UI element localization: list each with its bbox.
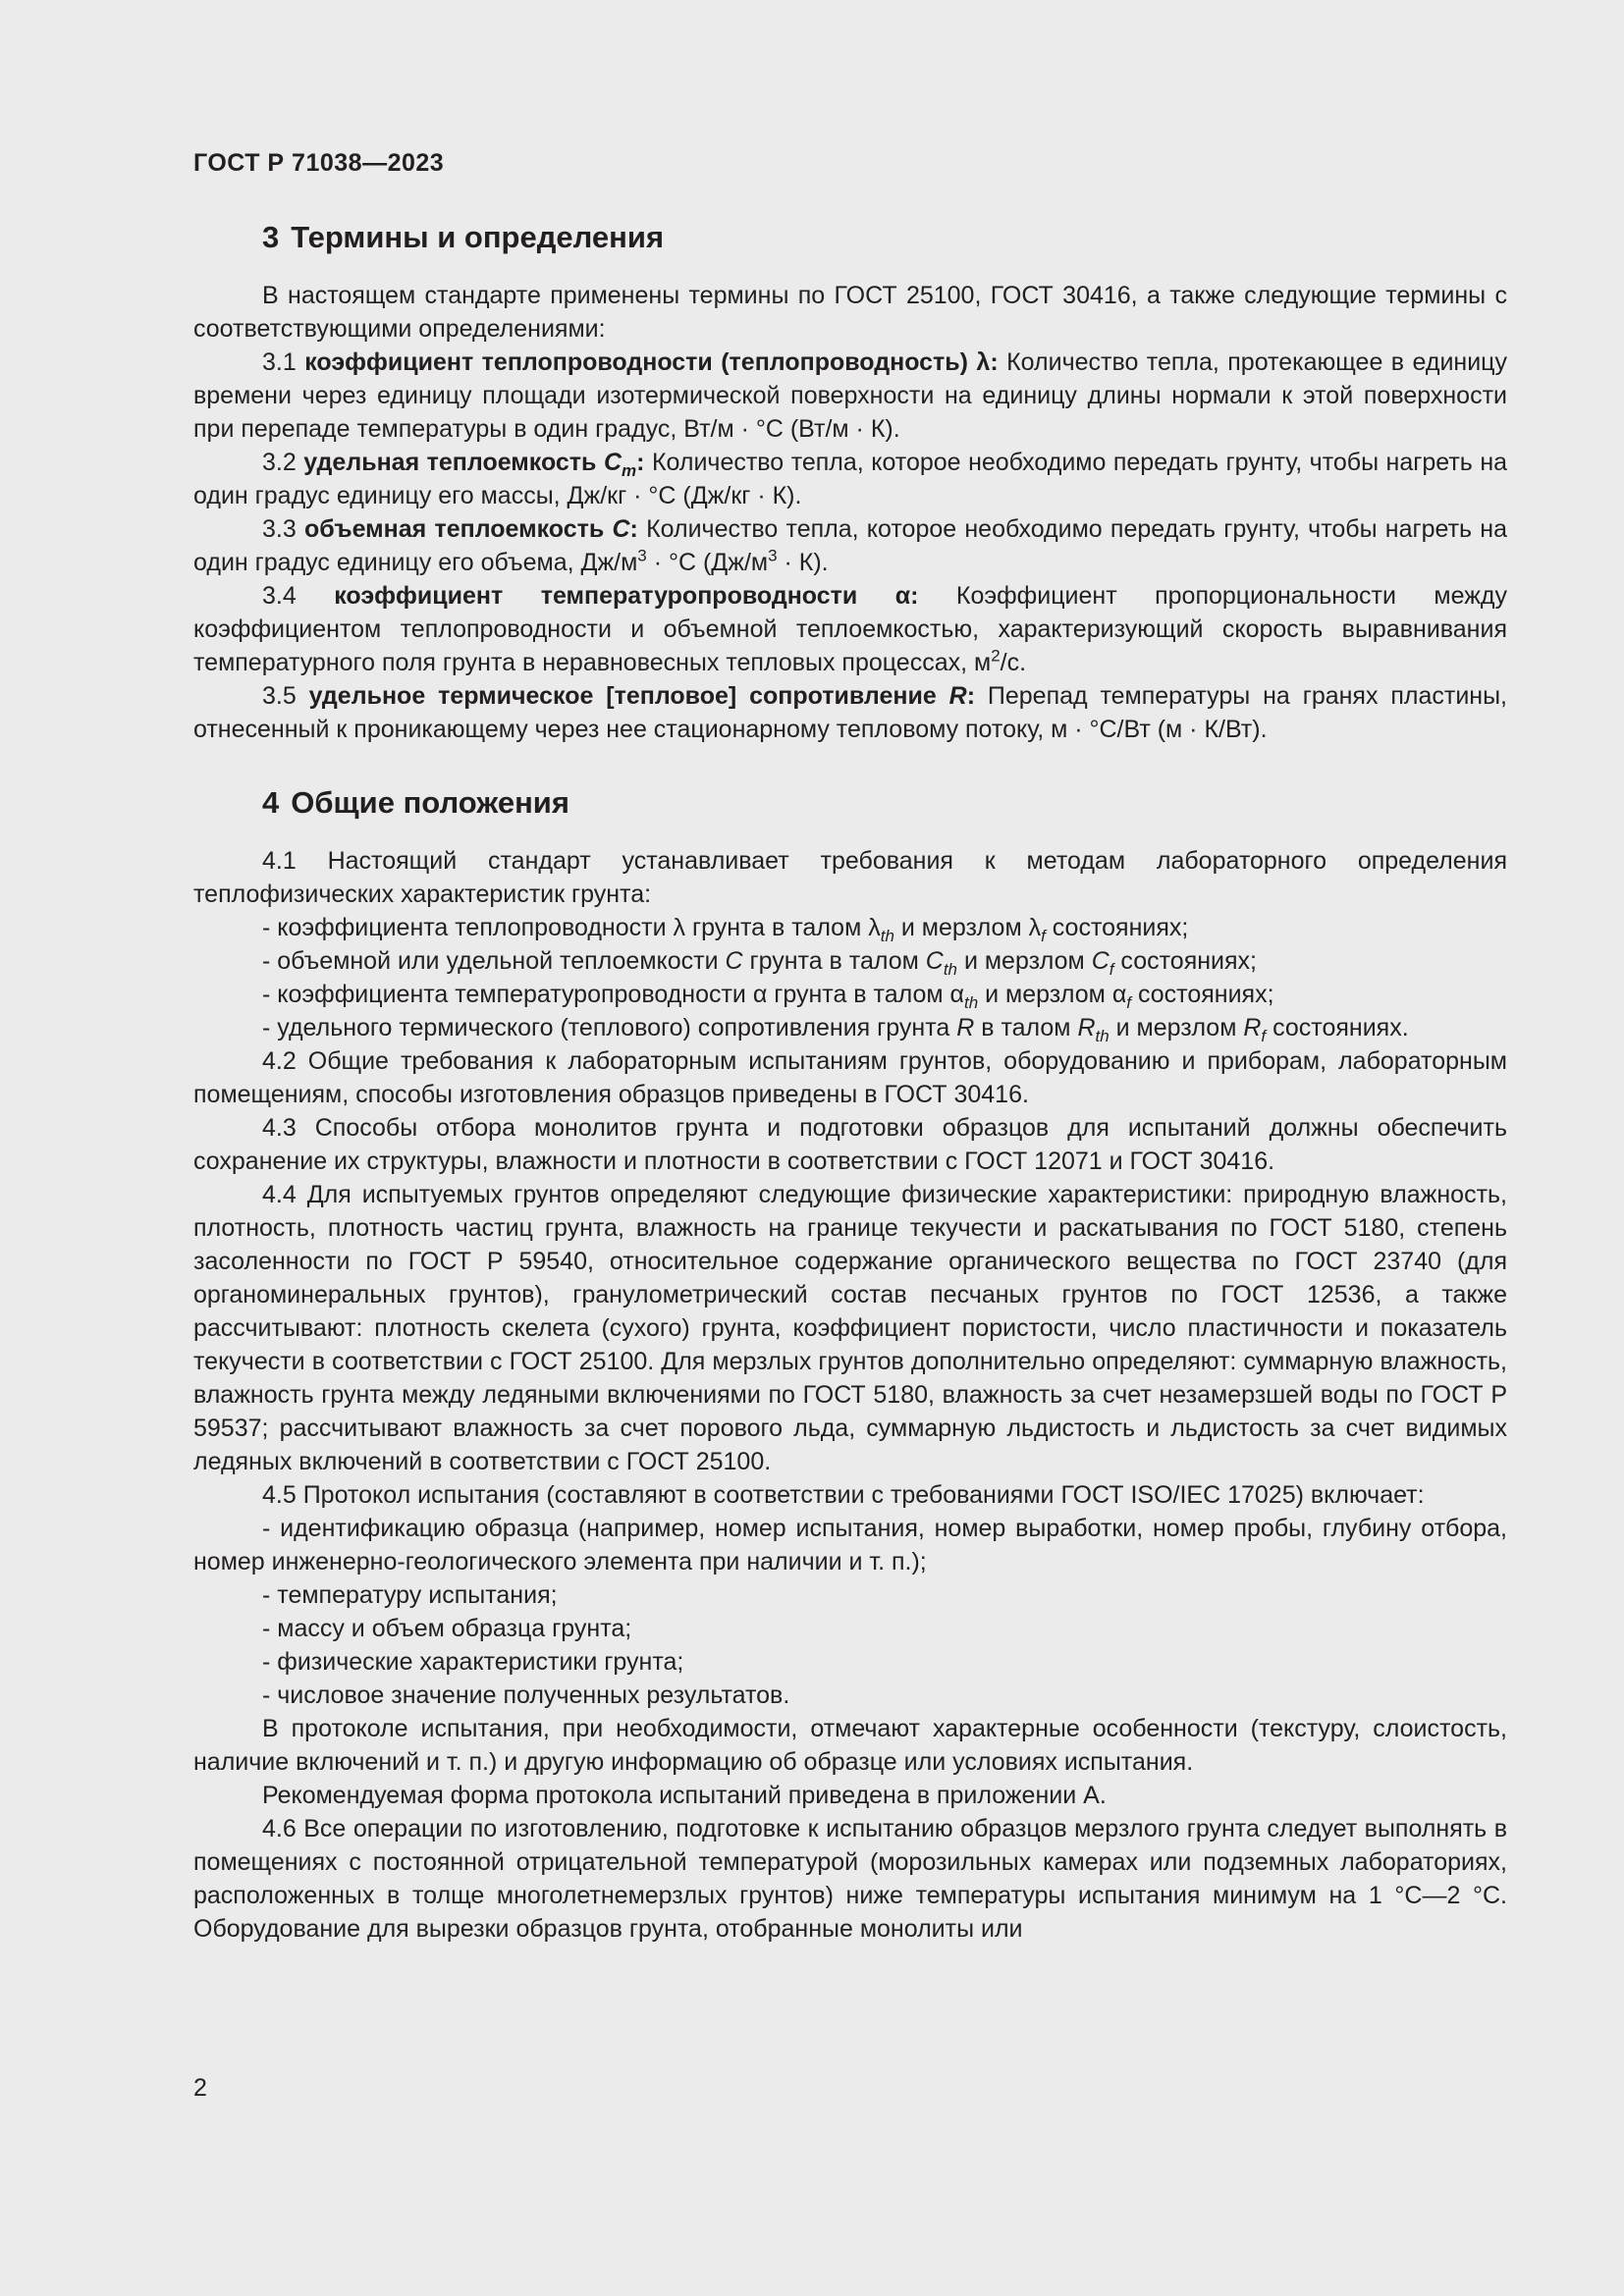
- paragraph-4-3: 4.3 Способы отбора монолитов грунта и подготовки образцов для испытаний должны обеспечить сохранение их структуры, влажности и плотности в соответствии с ГОСТ 12071 и ГОСТ 30416.: [193, 1114, 1507, 1175]
- term-symbol: C: [603, 449, 622, 476]
- section-3-intro: В настоящем стандарте применены термины по ГОСТ 25100, ГОСТ 30416, а также следующие термины с соответствующими определениями:: [193, 282, 1507, 343]
- term-3-2: [193, 446, 1507, 512]
- section-title: Общие положения: [291, 785, 569, 820]
- paragraph-4-5-notes: В протоколе испытания, при необходимости, отмечают характерные особенности (текстуру, слоистость, наличие включений и т. п.) и другую информацию об образце или условиях испытания.: [193, 1715, 1507, 1776]
- term-symbol: R: [948, 682, 967, 710]
- list-item: - удельного термического (теплового) сопротивления грунта R в талом $R_{th}$ и мерзлом $R_f$ состояниях.: [262, 1014, 1409, 1045]
- term-3-3: [193, 512, 1507, 579]
- term-number: 3.5: [262, 682, 297, 710]
- term-3-5: [193, 679, 1507, 746]
- term-definition: Перепад температуры на гранях пластины, отнесенный к проникающему через нее стационарному тепловому потоку, м · °С/Вт (м · К/Вт).: [193, 682, 1508, 743]
- section-title: Термины и определения: [291, 220, 665, 254]
- page-number: 2: [193, 2074, 207, 2102]
- term-colon: :: [636, 449, 645, 476]
- term-definition: Количество тепла, которое необходимо передать грунту, чтобы нагреть на один градус единицу его объема, $Дж/м^3 \cdot ^\circ С$ $(Дж/м^3 \cdot К)$.: [193, 515, 1507, 576]
- list-item: - объемной или удельной теплоемкости C грунта в талом $C_{th}$ и мерзлом $C_f$ состояниях;: [262, 947, 1257, 979]
- document-code: ГОСТ Р 71038—2023: [193, 149, 445, 177]
- term-definition: Коэффициент пропорциональности между коэффициентом теплопроводности и объемной теплоемкостью, характеризующий скорость выравнивания температурного поля грунта в неравновесных тепловых процессах, $м^2/с$.: [193, 582, 1508, 676]
- section-number: 3: [262, 220, 280, 254]
- section-number: 4: [262, 785, 280, 820]
- section-4-heading: [262, 783, 1507, 823]
- paragraph-4-5-form: Рекомендуемая форма протокола испытаний приведена в приложении А.: [262, 1782, 1107, 1809]
- term-definition: Количество тепла, которое необходимо передать грунту, чтобы нагреть на один градус единицу его массы, Дж/кг · °С (Дж/кг · К).: [193, 449, 1508, 509]
- term-symbol: C: [612, 515, 630, 543]
- term-number: 3.3: [262, 515, 297, 543]
- list-item: - физические характеристики грунта;: [262, 1648, 684, 1676]
- term-3-4: [193, 579, 1507, 679]
- term-colon: :: [966, 682, 976, 710]
- term-name: коэффициент теплопроводности (теплопроводность) λ:: [304, 348, 999, 376]
- term-name: удельная теплоемкость: [303, 449, 597, 476]
- term-colon: :: [629, 515, 638, 543]
- section-3-heading: [262, 218, 1507, 257]
- paragraph-4-1: 4.1 Настоящий стандарт устанавливает требования к методам лабораторного определения теплофизических характеристик грунта:: [193, 847, 1507, 908]
- term-3-1: [193, 346, 1507, 446]
- term-name: коэффициент температуропроводности α:: [334, 582, 919, 610]
- list-item: - коэффициента температуропроводности α грунта в талом $\alpha_{th}$ и мерзлом $\alpha_f$ состояниях;: [262, 981, 1274, 1012]
- term-number: 3.1: [262, 348, 297, 376]
- list-item: - идентификацию образца (например, номер испытания, номер выработки, номер пробы, глубину отбора, номер инженерно-геологического элемента при наличии и т. п.);: [193, 1515, 1507, 1575]
- paragraph-4-4: 4.4 Для испытуемых грунтов определяют следующие физические характеристики: природную влажность, плотность, плотность частиц грунта, влажность на границе текучести и раскатывания по ГОСТ 5180, степень засоленности по ГОСТ Р 59540, относительное содержание органического вещества по ГОСТ 23740 (для органоминеральных грунтов), гранулометрический состав песчаных грунтов по ГОСТ 12536, а также рассчитывают: плотность скелета (сухого) грунта, коэффициент пористости, число пластичности и показатель текучести в соответствии с ГОСТ 25100. Для мерзлых грунтов дополнительно определяют: суммарную влажность, влажность грунта между ледяными включениями по ГОСТ 5180, влажность за счет незамерзшей воды по ГОСТ Р 59537; рассчитывают влажность за счет порового льда, суммарную льдистость и льдистость за счет видимых ледяных включений в соответствии с ГОСТ 25100.: [193, 1181, 1507, 1475]
- term-number: 3.2: [262, 449, 297, 476]
- paragraph-4-2: 4.2 Общие требования к лабораторным испытаниям грунтов, оборудованию и приборам, лабораторным помещениям, способы изготовления образцов приведены в ГОСТ 30416.: [193, 1047, 1507, 1108]
- page-body: [193, 218, 1507, 1946]
- term-definition: Количество тепла, протекающее в единицу времени через единицу площади изотермической поверхности на единицу длины нормали к этой поверхности при перепаде температуры в один градус, Вт/м · °С (Вт/м · К).: [193, 348, 1507, 443]
- list-item: - коэффициента теплопроводности λ грунта в талом $\lambda_{th}$ и мерзлом $\lambda_f$ состояниях;: [262, 914, 1189, 945]
- paragraph-4-6: 4.6 Все операции по изготовлению, подготовке к испытанию образцов мерзлого грунта следует выполнять в помещениях с постоянной отрицательной температурой (морозильных камерах или подземных лабораториях, расположенных в толще многолетнемерзлых грунтов) ниже температуры испытания минимум на 1 °С—2 °С. Оборудование для вырезки образцов грунта, отобранные монолиты или: [193, 1815, 1507, 1943]
- list-item: - числовое значение полученных результатов.: [262, 1682, 790, 1709]
- paragraph-4-5: 4.5 Протокол испытания (составляют в соответствии с требованиями ГОСТ ISO/IEC 17025) включает:: [262, 1481, 1425, 1509]
- term-name: удельное термическое [тепловое] сопротивление: [308, 682, 937, 710]
- term-symbol-subscript: m: [622, 461, 637, 480]
- list-item: - массу и объем образца грунта;: [262, 1615, 632, 1642]
- term-number: 3.4: [262, 582, 297, 610]
- list-item: - температуру испытания;: [262, 1581, 558, 1609]
- term-name: объемная теплоемкость: [303, 515, 605, 543]
